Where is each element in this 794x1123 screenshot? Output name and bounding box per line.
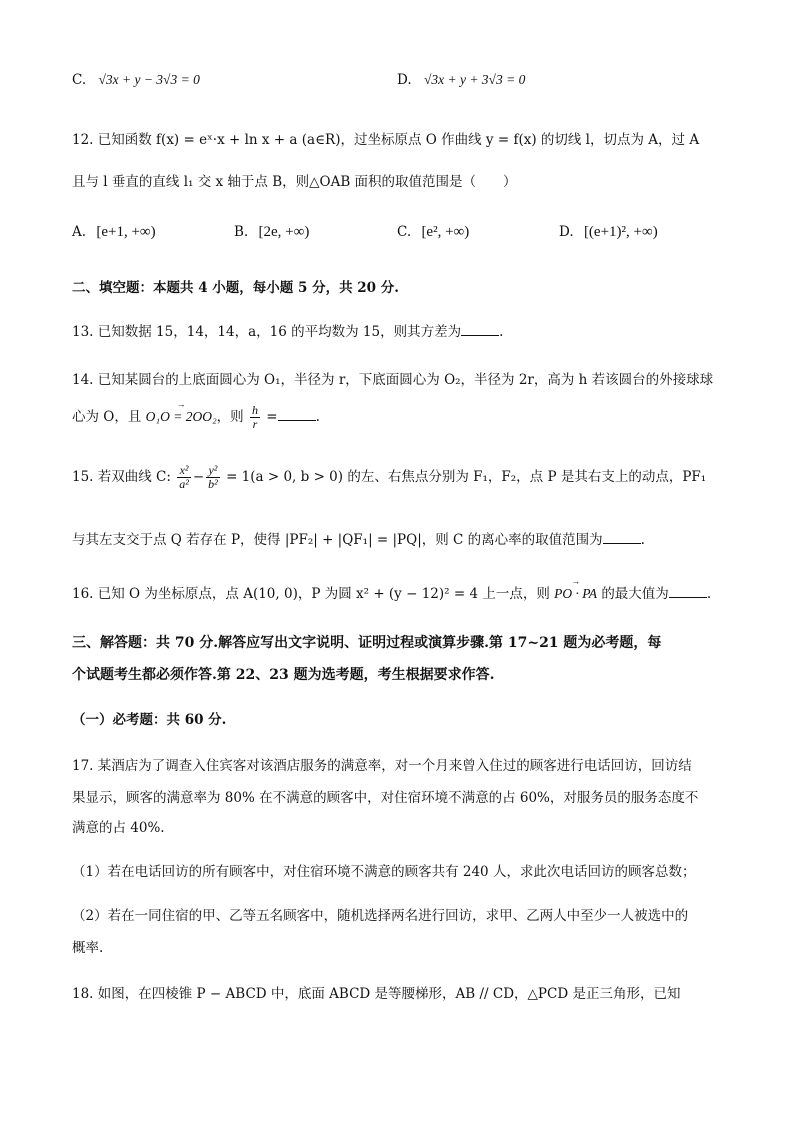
q14-vector-expr: → O₁O = 2OO₂ [146, 409, 217, 425]
q14-line-2 [72, 404, 734, 438]
q15-fraction-y-num: y² [206, 464, 220, 478]
q14-line-2-b: ，则 [216, 409, 244, 425]
q15-minus: − [192, 469, 205, 485]
q12-option-c-expr: [e², +∞) [421, 224, 470, 240]
q13 [72, 320, 734, 340]
q15-line-1 [72, 464, 734, 504]
section-2-heading: 二、填空题：本题共 4 小题，每小题 5 分，共 20 分. [72, 280, 399, 296]
q12-option-b-label: B. [234, 224, 249, 240]
q16-answer-blank [669, 585, 707, 598]
q14-line-2-c: = [266, 409, 278, 425]
q13-answer-blank [461, 323, 499, 336]
q12-line-1: 12. 已知函数 f(x) = eˣ·x + ln x + a (a∈R)，过坐标原点 O 作曲线 y = f(x) 的切线 l，切点为 A，过 A [72, 132, 700, 148]
section-3-heading-line-2: 个试题考生都必须作答.第 22、23 题为选考题，考生根据要求作答. [72, 667, 495, 683]
q17-line-1: 17. 某酒店为了调查入住宾客对该酒店服务的满意率，对一个月来曾入住过的顾客进行电话回访，回访结 [72, 758, 692, 774]
q15-line-1-b: = 1(a > 0, b > 0) 的左、右焦点分别为 F₁，F₂，点 P 是其右支上的动点，PF₁ [226, 469, 707, 485]
q12-option-b [234, 224, 309, 241]
q12-option-a-label: A. [72, 224, 87, 240]
q12-option-d [559, 224, 658, 241]
q12-line-2: 且与 l 垂直的直线 l₁ 交 x 轴于点 B，则△OAB 面积的取值范围是（ ） [72, 174, 517, 190]
q15-line-2 [72, 528, 734, 548]
q14-line-1: 14. 已知某圆台的上底面圆心为 O₁，半径为 r，下底面圆心为 O₂，半径为 2r，高为 h 若该圆台的外接球球 [72, 372, 714, 388]
q14-fraction [250, 404, 260, 431]
q13-text: 13. 已知数据 15，14，14，a，16 的平均数为 15，则其方差为 [72, 324, 462, 340]
q15-fraction-y-den: b² [208, 477, 218, 491]
q17-line-2: 果显示，顾客的满意率为 80% 在不满意的顾客中，对住宿环境不满意的占 60%，对服务员的服务态度不 [72, 790, 699, 806]
q11-option-d-label: D. [397, 72, 412, 88]
q17-line-3: 满意的占 40%. [72, 820, 165, 836]
q11-option-d-expr: √3x + y + 3√3 = 0 [423, 72, 526, 87]
q15-answer-blank [603, 531, 641, 544]
q15-line-1-a: 15. 若双曲线 C: [72, 469, 171, 485]
q17-part-2-line-1: （2）若在一同住宿的甲、乙等五名顾客中，随机选择两名进行回访，求甲、乙两人中至少一人被选中的 [72, 908, 689, 924]
section-3-heading-line-1: 三、解答题：共 70 分.解答应写出文字说明、证明过程或演算步骤.第 17~21 题为必考题，每 [72, 635, 662, 651]
q12-option-d-label: D. [559, 224, 574, 240]
q16-end: . [706, 586, 712, 602]
q11-option-c [72, 72, 200, 88]
q12-option-a-expr: [e+1, +∞) [96, 224, 156, 240]
q12-option-a [72, 224, 156, 241]
q11-option-d [397, 72, 525, 88]
q15-fraction-x-num: x² [177, 464, 191, 478]
q16-vector-expr: → PO · PA [554, 586, 597, 602]
q15-fraction-x-den: a² [179, 477, 189, 491]
q16-text-b: 的最大值为 [601, 586, 669, 602]
q17-part-1: （1）若在电话回访的所有顾客中，对住宿环境不满意的顾客共有 240 人，求此次电话回访的顾客总数； [72, 864, 696, 880]
q18-line-1: 18. 如图，在四棱锥 P − ABCD 中，底面 ABCD 是等腰梯形，AB // CD，△PCD 是正三角形，已知 [72, 986, 681, 1002]
q12-option-c-label: C. [397, 224, 412, 240]
q12-option-b-expr: [2e, +∞) [258, 224, 310, 240]
q14-fraction-den: r [252, 417, 258, 431]
q14-fraction-num: h [251, 403, 258, 417]
q17-part-2-line-2: 概率. [72, 940, 104, 956]
section-3-subheading: （一）必考题：共 60 分. [72, 712, 227, 728]
q16-text-a: 16. 已知 O 为坐标原点，点 A(10, 0)，P 为圆 x² + (y − 12)² = 4 上一点，则 [72, 586, 550, 602]
q15-line-2-a: 与其左支交于点 Q 若存在 P，使得 |PF₂| + |QF₁| = |PQ|，则 C 的离心率的取值范围为 [72, 532, 603, 548]
q11-option-c-expr: √3x + y − 3√3 = 0 [98, 72, 200, 87]
q12-option-d-expr: [(e+1)², +∞) [583, 224, 658, 240]
q15-fraction-y [206, 464, 220, 491]
q11-option-c-label: C. [72, 72, 87, 88]
q16 [72, 582, 734, 602]
q13-end: . [499, 324, 504, 340]
q14-answer-blank [278, 408, 316, 421]
q15-fraction-x [177, 464, 191, 491]
q15-end: . [640, 532, 645, 548]
q12-option-c [397, 224, 469, 241]
q14-line-2-a: 心为 O，且 [72, 409, 142, 425]
q14-end: . [315, 409, 320, 425]
